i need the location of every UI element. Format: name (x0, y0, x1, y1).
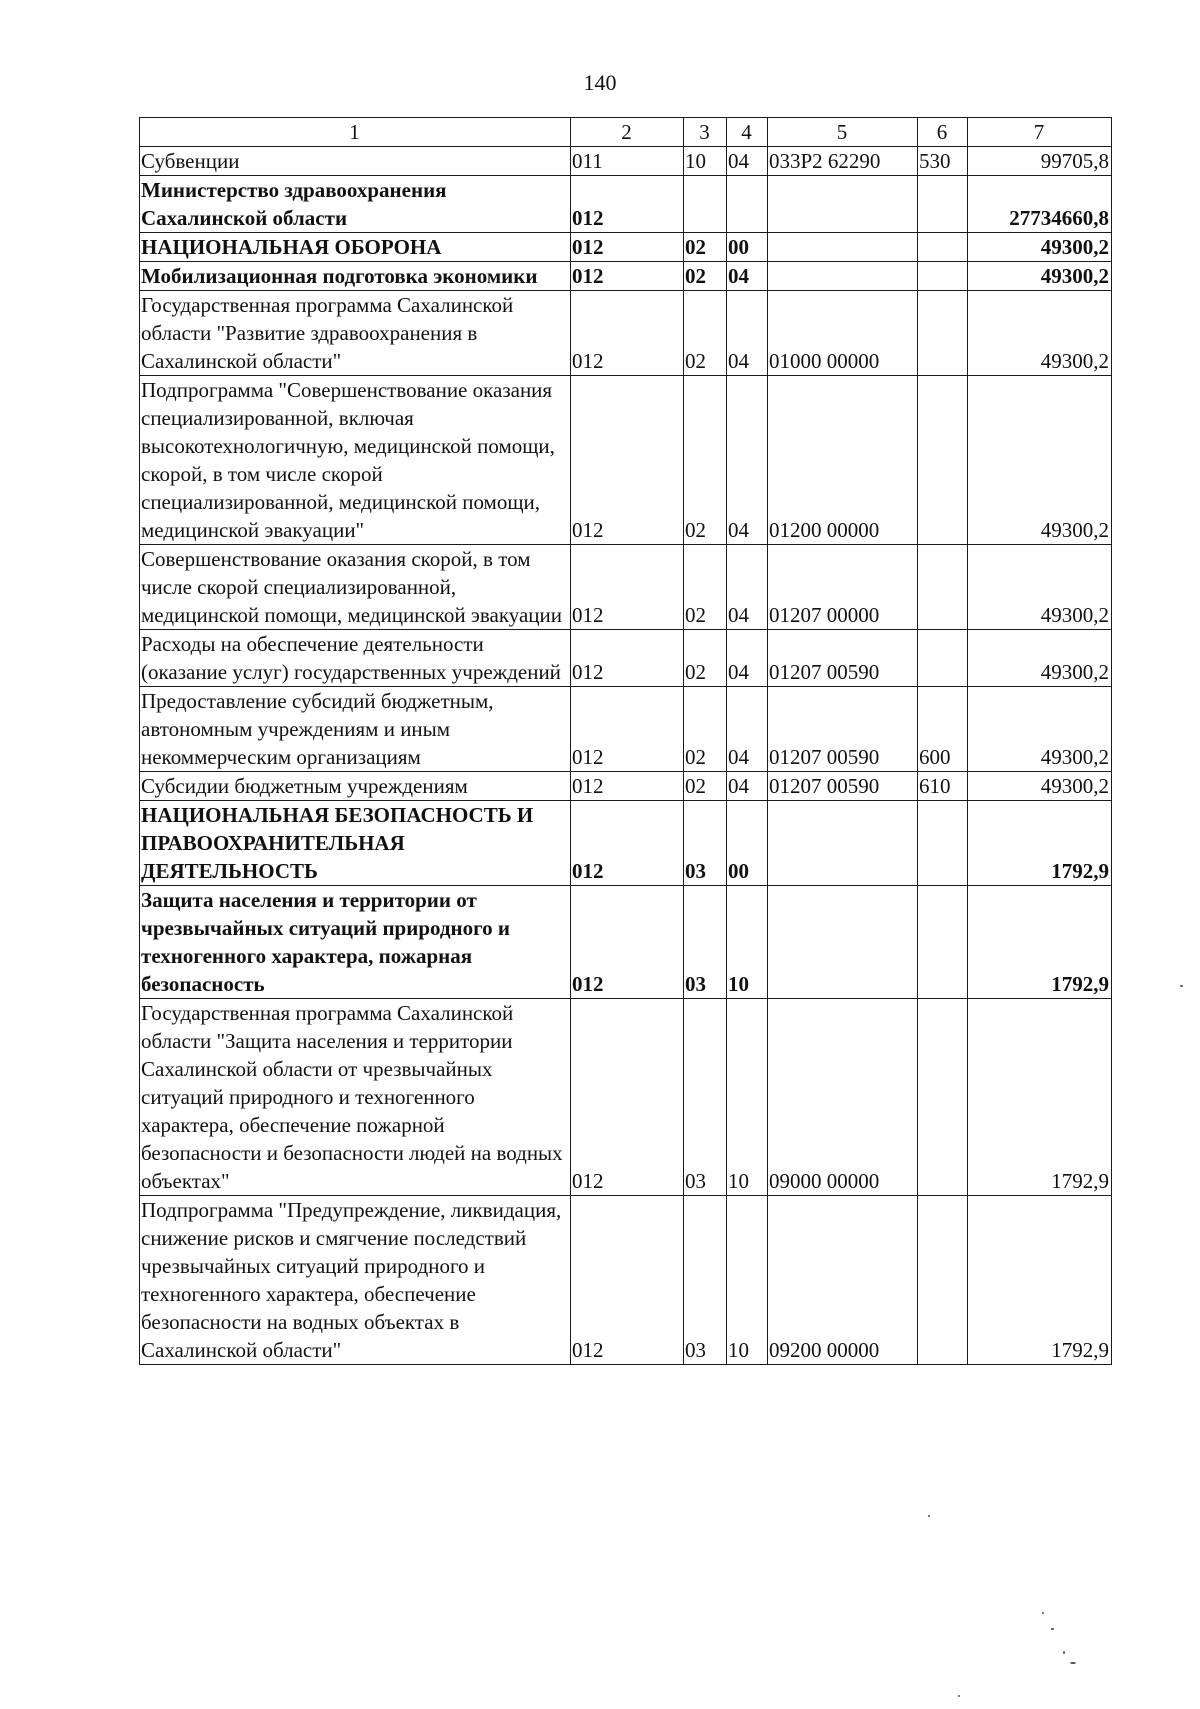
row-ministry-code-cell: 012 (571, 630, 684, 687)
row-amount-cell: 1792,9 (968, 1196, 1112, 1365)
row-ministry-code-cell: 012 (571, 176, 684, 233)
page-number: 140 (583, 70, 617, 95)
header-cell-2: 2 (571, 118, 684, 147)
row-name-cell: Государственная программа Сахалинской области "Развитие здравоохранения в Сахалинской области" (140, 291, 571, 376)
header-cell-6: 6 (918, 118, 968, 147)
table-row (140, 233, 1112, 262)
row-expense-type-cell (918, 545, 968, 630)
row-amount-cell: 27734660,8 (968, 176, 1112, 233)
row-name-cell: Государственная программа Сахалинской области "Защита населения и территории Сахалинской области от чрезвычайных ситуаций природного и техногенного характера, обеспечение пожарной безопасности и безопасности людей на водных объектах" (140, 999, 571, 1196)
row-amount-cell: 1792,9 (968, 999, 1112, 1196)
row-ministry-code-cell: 011 (571, 147, 684, 176)
row-subsection-cell: 04 (727, 147, 768, 176)
row-ministry-code-cell: 012 (571, 376, 684, 545)
scan-speck (1042, 1612, 1044, 1614)
row-target-article-cell: 01207 00590 (768, 687, 918, 772)
row-section-cell: 02 (684, 262, 727, 291)
row-expense-type-cell (918, 176, 968, 233)
row-subsection-cell: 04 (727, 262, 768, 291)
row-amount-cell: 1792,9 (968, 801, 1112, 886)
row-expense-type-cell: 530 (918, 147, 968, 176)
row-expense-type-cell: 610 (918, 772, 968, 801)
row-amount-cell: 99705,8 (968, 147, 1112, 176)
row-name-cell: Расходы на обеспечение деятельности (оказание услуг) государственных учреждений (140, 630, 571, 687)
row-target-article-cell (768, 233, 918, 262)
row-expense-type-cell (918, 630, 968, 687)
header-cell-3: 3 (684, 118, 727, 147)
row-name-cell: Защита населения и территории от чрезвычайных ситуаций природного и техногенного характера, пожарная безопасность (140, 886, 571, 999)
header-cell-5: 5 (768, 118, 918, 147)
row-ministry-code-cell: 012 (571, 545, 684, 630)
row-section-cell: 02 (684, 545, 727, 630)
row-subsection-cell (727, 176, 768, 233)
row-name-cell: Предоставление субсидий бюджетным, автономным учреждениям и иным некоммерческим организациям (140, 687, 571, 772)
row-name-cell: Подпрограмма "Предупреждение, ликвидация, снижение рисков и смягчение последствий чрезвычайных ситуаций природного и техногенного характера, обеспечение безопасности на водных объектах в Сахалинской области" (140, 1196, 571, 1365)
row-section-cell: 03 (684, 1196, 727, 1365)
row-target-article-cell (768, 176, 918, 233)
row-section-cell: 03 (684, 999, 727, 1196)
table-row (140, 630, 1112, 687)
row-section-cell: 02 (684, 233, 727, 262)
row-amount-cell: 1792,9 (968, 886, 1112, 999)
table-row (140, 772, 1112, 801)
row-subsection-cell: 04 (727, 545, 768, 630)
row-subsection-cell: 00 (727, 801, 768, 886)
row-expense-type-cell (918, 999, 968, 1196)
table-row (140, 687, 1112, 772)
row-amount-cell: 49300,2 (968, 291, 1112, 376)
row-name-cell: Субсидии бюджетным учреждениям (140, 772, 571, 801)
row-section-cell: 03 (684, 801, 727, 886)
scan-speck (1070, 1662, 1076, 1664)
row-target-article-cell: 09000 00000 (768, 999, 918, 1196)
row-subsection-cell: 04 (727, 630, 768, 687)
row-subsection-cell: 04 (727, 376, 768, 545)
header-cell-1: 1 (140, 118, 571, 147)
row-section-cell: 03 (684, 886, 727, 999)
table-row (140, 999, 1112, 1196)
row-name-cell: НАЦИОНАЛЬНАЯ ОБОРОНА (140, 233, 571, 262)
row-expense-type-cell: 600 (918, 687, 968, 772)
table-row (140, 176, 1112, 233)
row-target-article-cell: 01207 00000 (768, 545, 918, 630)
table-row (140, 147, 1112, 176)
scan-speck (1051, 1628, 1054, 1630)
row-subsection-cell: 10 (727, 1196, 768, 1365)
row-expense-type-cell (918, 233, 968, 262)
budget-table (139, 117, 1112, 1365)
table-row (140, 376, 1112, 545)
row-target-article-cell (768, 801, 918, 886)
row-expense-type-cell (918, 1196, 968, 1365)
row-ministry-code-cell: 012 (571, 1196, 684, 1365)
table-row (140, 801, 1112, 886)
row-expense-type-cell (918, 262, 968, 291)
scan-speck (958, 1695, 960, 1697)
row-amount-cell: 49300,2 (968, 376, 1112, 545)
table-row (140, 262, 1112, 291)
row-name-cell: Подпрограмма "Совершенствование оказания специализированной, включая высокотехнологичную, медицинской помощи, скорой, в том числе скорой специализированной, медицинской помощи, медицинской эвакуации" (140, 376, 571, 545)
row-ministry-code-cell: 012 (571, 233, 684, 262)
row-subsection-cell: 10 (727, 886, 768, 999)
table-row (140, 886, 1112, 999)
row-target-article-cell: 09200 00000 (768, 1196, 918, 1365)
row-target-article-cell: 01000 00000 (768, 291, 918, 376)
row-target-article-cell: 01207 00590 (768, 630, 918, 687)
row-section-cell: 02 (684, 376, 727, 545)
row-amount-cell: 49300,2 (968, 772, 1112, 801)
scan-speck (1180, 985, 1183, 987)
row-ministry-code-cell: 012 (571, 291, 684, 376)
row-name-cell: Министерство здравоохранения Сахалинской области (140, 176, 571, 233)
row-target-article-cell (768, 886, 918, 999)
header-row (140, 118, 1112, 147)
row-ministry-code-cell: 012 (571, 999, 684, 1196)
row-ministry-code-cell: 012 (571, 262, 684, 291)
row-expense-type-cell (918, 886, 968, 999)
table-row (140, 1196, 1112, 1365)
row-ministry-code-cell: 012 (571, 687, 684, 772)
row-expense-type-cell (918, 376, 968, 545)
table-row (140, 545, 1112, 630)
row-amount-cell: 49300,2 (968, 545, 1112, 630)
row-section-cell: 02 (684, 291, 727, 376)
scan-speck (928, 1515, 930, 1517)
budget-table-body (140, 118, 1112, 1365)
row-subsection-cell: 04 (727, 291, 768, 376)
row-section-cell: 10 (684, 147, 727, 176)
header-cell-7: 7 (968, 118, 1112, 147)
row-expense-type-cell (918, 801, 968, 886)
row-subsection-cell: 10 (727, 999, 768, 1196)
header-cell-4: 4 (727, 118, 768, 147)
row-expense-type-cell (918, 291, 968, 376)
row-ministry-code-cell: 012 (571, 801, 684, 886)
row-target-article-cell: 01200 00000 (768, 376, 918, 545)
row-section-cell (684, 176, 727, 233)
row-name-cell: НАЦИОНАЛЬНАЯ БЕЗОПАСНОСТЬ И ПРАВООХРАНИТЕЛЬНАЯ ДЕЯТЕЛЬНОСТЬ (140, 801, 571, 886)
row-target-article-cell: 01207 00590 (768, 772, 918, 801)
row-amount-cell: 49300,2 (968, 262, 1112, 291)
row-name-cell: Субвенции (140, 147, 571, 176)
row-name-cell: Мобилизационная подготовка экономики (140, 262, 571, 291)
row-subsection-cell: 00 (727, 233, 768, 262)
row-ministry-code-cell: 012 (571, 772, 684, 801)
row-subsection-cell: 04 (727, 687, 768, 772)
row-target-article-cell (768, 262, 918, 291)
row-section-cell: 02 (684, 630, 727, 687)
row-section-cell: 02 (684, 772, 727, 801)
row-section-cell: 02 (684, 687, 727, 772)
row-amount-cell: 49300,2 (968, 233, 1112, 262)
table-row (140, 291, 1112, 376)
row-subsection-cell: 04 (727, 772, 768, 801)
row-name-cell: Совершенствование оказания скорой, в том числе скорой специализированной, медицинской помощи, медицинской эвакуации (140, 545, 571, 630)
row-ministry-code-cell: 012 (571, 886, 684, 999)
row-amount-cell: 49300,2 (968, 630, 1112, 687)
row-amount-cell: 49300,2 (968, 687, 1112, 772)
scan-speck (1063, 1651, 1065, 1654)
row-target-article-cell: 033P2 62290 (768, 147, 918, 176)
